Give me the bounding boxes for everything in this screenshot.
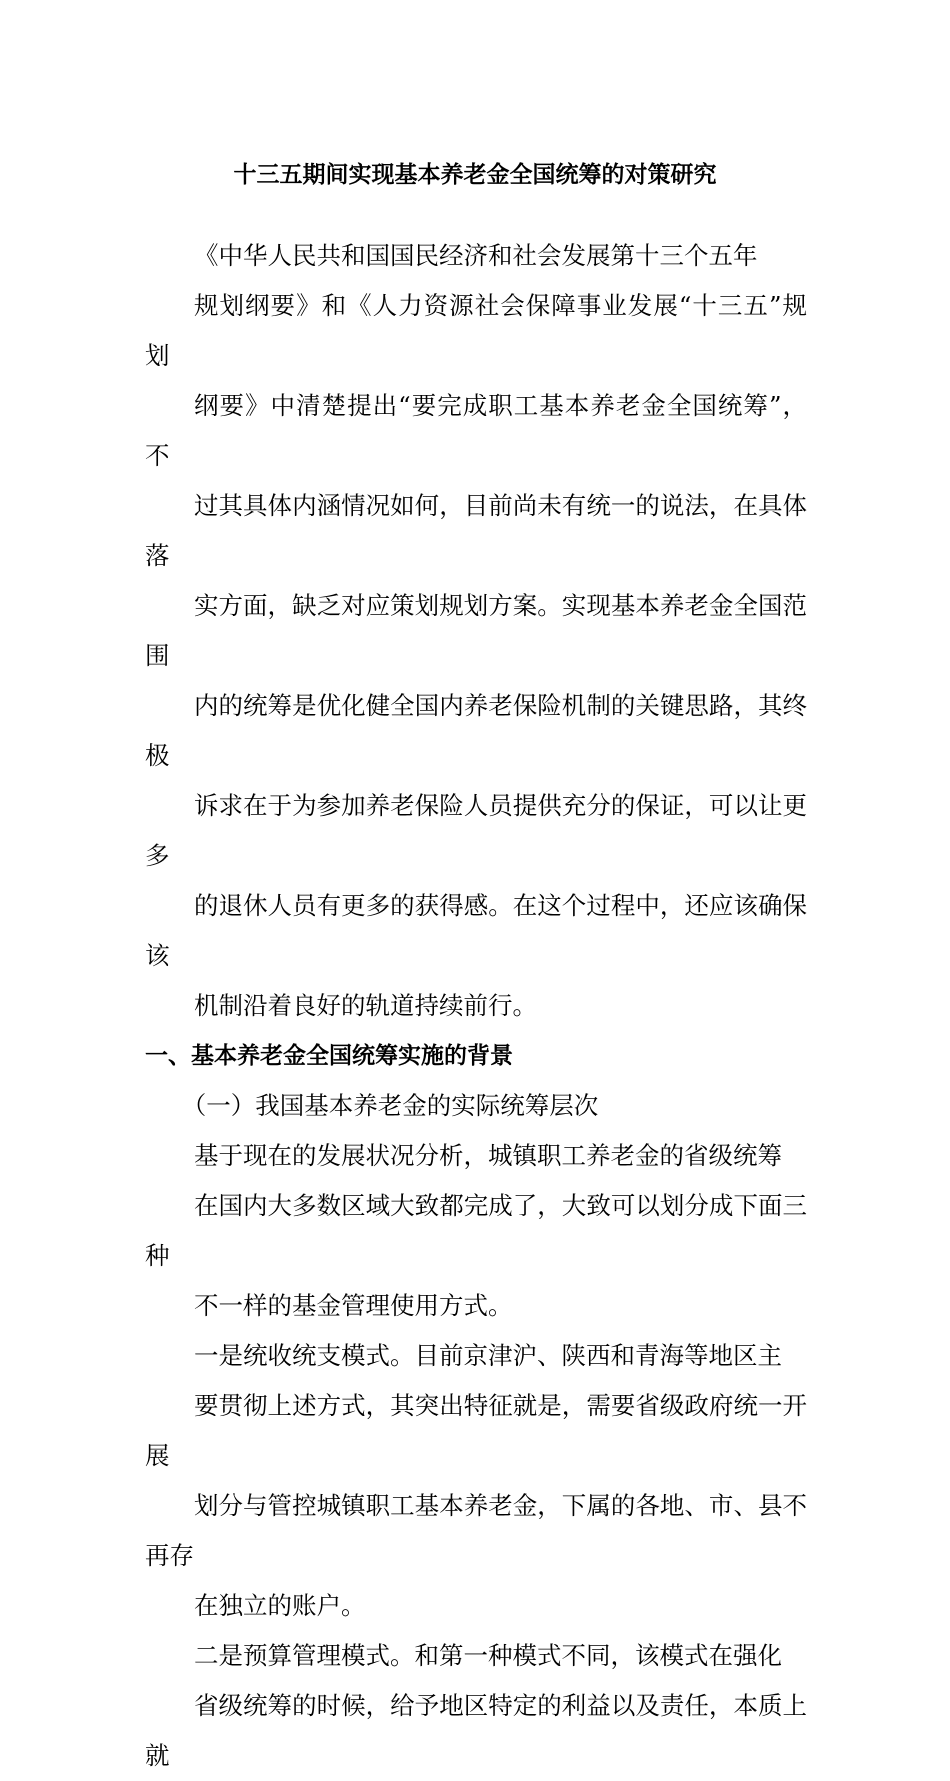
text-line: 省级统筹的时候，给予地区特定的利益以及责任，本质上就 [145, 1691, 807, 1770]
section-heading-background: 一、基本养老金全国统筹实施的背景 [145, 1043, 513, 1069]
text-line: 实方面，缺乏对应策划规划方案。实现基本养老金全国范围 [145, 591, 807, 670]
text-line: 内的统筹是优化健全国内养老保险机制的关键思路，其终极 [145, 691, 807, 770]
text-line: 基于现在的发展状况分析，城镇职工养老金的省级统筹 [194, 1141, 782, 1170]
subsection-heading-levels: （一）我国基本养老金的实际统筹层次 [181, 1091, 599, 1120]
document-body [145, 231, 807, 1781]
text-line: 在独立的账户。 [194, 1591, 366, 1620]
text-line: 过其具体内涵情况如何，目前尚未有统一的说法，在具体落 [145, 491, 807, 570]
paragraph-budget-mode [145, 1631, 807, 1781]
text-line: 纲要》中清楚提出“要完成职工基本养老金全国统筹”，不 [145, 391, 807, 470]
intro-paragraph [145, 231, 807, 1031]
text-line: 要贯彻上述方式，其突出特征就是，需要省级政府统一开展 [145, 1391, 807, 1470]
text-line: 划分与管控城镇职工基本养老金，下属的各地、市、县不再存 [145, 1491, 807, 1570]
text-line: 不一样的基金管理使用方式。 [194, 1291, 513, 1320]
text-line: 《中华人民共和国国民经济和社会发展第十三个五年 [194, 241, 758, 270]
text-line: 一是统收统支模式。目前京津沪、陕西和青海等地区主 [194, 1341, 782, 1370]
text-line: 规划纲要》和《人力资源社会保障事业发展“十三五”规划 [145, 291, 807, 370]
document-title: 十三五期间实现基本养老金全国统筹的对策研究 [233, 162, 717, 188]
paragraph-unified-mode [145, 1331, 807, 1631]
text-line: 在国内大多数区域大致都完成了，大致可以划分成下面三种 [145, 1191, 807, 1270]
text-line: 二是预算管理模式。和第一种模式不同，该模式在强化 [194, 1641, 782, 1670]
text-line: 的退休人员有更多的获得感。在这个过程中，还应该确保该 [145, 891, 807, 970]
text-line: 机制沿着良好的轨道持续前行。 [194, 991, 537, 1020]
paragraph-current-status [145, 1131, 807, 1331]
text-line: 诉求在于为参加养老保险人员提供充分的保证，可以让更多 [145, 791, 807, 870]
